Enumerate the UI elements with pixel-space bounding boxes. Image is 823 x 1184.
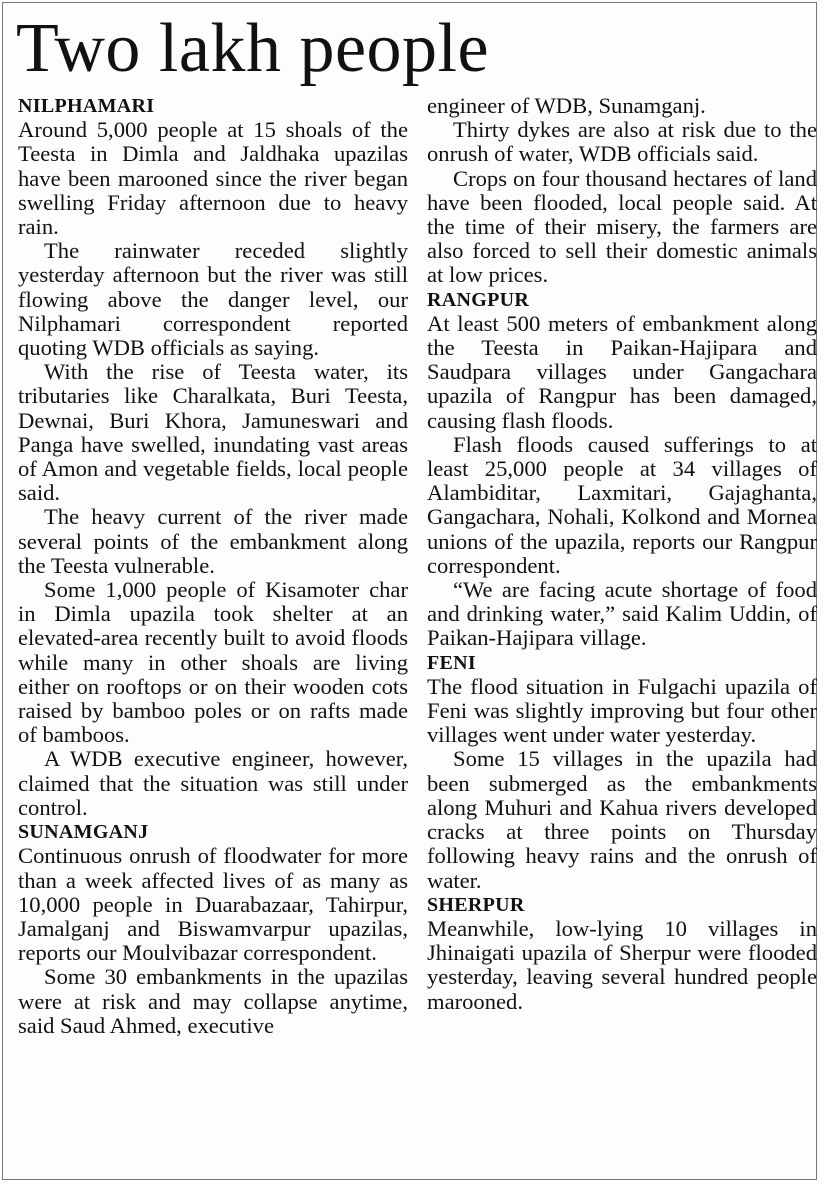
dateline-feni: FENI <box>427 651 476 674</box>
paragraph: Crops on four thousand hectares of land have been flooded, local people said. At the time of their misery, the farmers are also forced to sell their domestic animals at low prices. <box>427 165 817 288</box>
paragraph: Some 30 embankments in the upazilas were at risk and may collapse anytime, said Saud Ahmed, executive <box>18 964 408 1038</box>
headline: Two lakh people <box>16 10 490 87</box>
dateline-sunamganj: SUNAMGANJ <box>18 821 149 844</box>
dateline-nilphamari: NILPHAMARI <box>18 95 155 117</box>
paragraph: With the rise of Teesta water, its tributaries like Charalkata, Buri Teesta, Dewnai, Buri Khora, Jamuneswari and Panga have swelled, inundating vast areas of Amon and vegetable fields, local people said. <box>18 359 408 506</box>
right-column <box>427 94 817 1014</box>
paragraph: The rainwater receded slightly yesterday afternoon but the river was still flowing above the danger level, our Nilphamari correspondent reported quoting WDB officials as saying. <box>18 238 408 361</box>
paragraph: Flash floods caused sufferings to at least 25,000 people at 34 villages of Alambiditar, Laxmitari, Gajaghanta, Gangachara, Nohali, Kolkond and Mornea unions of the upazila, reports our Rangpur correspondent. <box>427 431 817 578</box>
paragraph: A WDB executive engineer, however, claimed that the situation was still under control. <box>18 746 408 820</box>
paragraph: Around 5,000 people at 15 shoals of the Teesta in Dimla and Jaldhaka upazilas have been marooned since the river began swelling Friday afternoon due to heavy rain. <box>18 117 408 240</box>
paragraph: At least 500 meters of embankment along the Teesta in Paikan-Hajipara and Saudpara villages under Gangachara upazila of Rangpur has been damaged, causing flash floods. <box>427 310 817 433</box>
paragraph: Thirty dykes are also at risk due to the onrush of water, WDB officials said. <box>427 117 817 167</box>
left-column <box>18 94 408 1038</box>
paragraph: Meanwhile, low-lying 10 villages in Jhinaigati upazila of Sherpur were flooded yesterday, leaving several hundred people marooned. <box>427 915 817 1014</box>
paragraph: “We are facing acute shortage of food and drinking water,” said Kalim Uddin, of Paikan-Hajipara village. <box>427 577 817 651</box>
paragraph: engineer of WDB, Sunamganj. <box>427 93 706 118</box>
paragraph: The heavy current of the river made several points of the embankment along the Teesta vulnerable. <box>18 504 408 578</box>
paragraph: Continuous onrush of floodwater for more than a week affected lives of as many as 10,000 people in Duarabazaar, Tahirpur, Jamalganj and Biswamvarpur upazilas, reports our Moulvibazar correspondent. <box>18 843 408 966</box>
dateline-rangpur: RANGPUR <box>427 288 530 311</box>
paragraph: Some 15 villages in the upazila had been submerged as the embankments along Muhuri and Kahua rivers developed cracks at three points on Thursday following heavy rains and the onrush of water. <box>427 746 817 893</box>
paragraph: The flood situation in Fulgachi upazila of Feni was slightly improving but four other villages went under water yesterday. <box>427 673 817 748</box>
dateline-sherpur: SHERPUR <box>427 893 525 916</box>
paragraph: Some 1,000 people of Kisamoter char in Dimla upazila took shelter at an elevated-area recently built to avoid floods while many in other shoals are living either on rooftops or on their wooden cots raised by bamboo poles or on rafts made of bamboos. <box>18 577 408 748</box>
